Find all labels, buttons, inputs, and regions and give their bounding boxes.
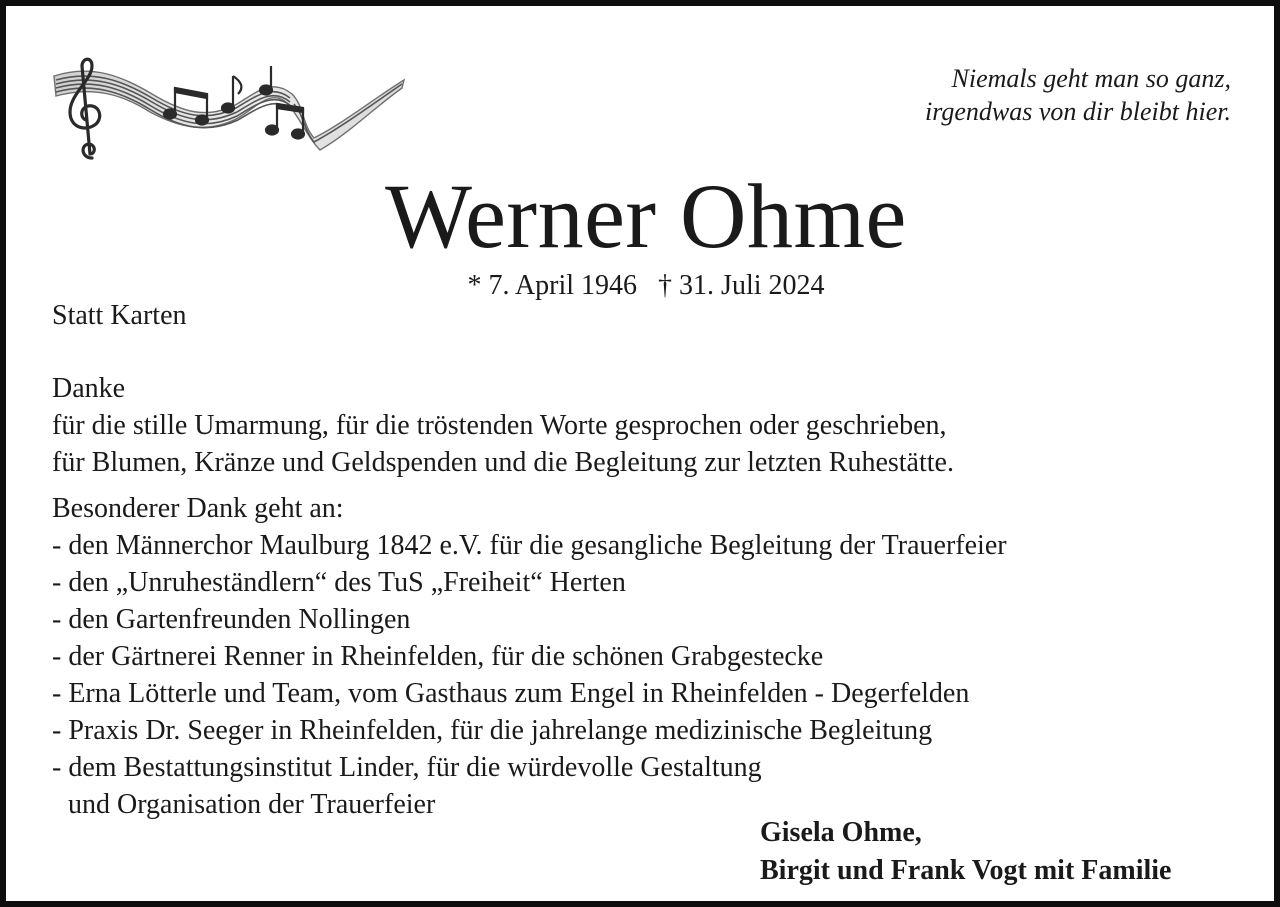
special-thanks-title: Besonderer Dank geht an: — [52, 493, 344, 524]
thanks-title: Danke — [52, 373, 126, 404]
special-thanks-item: - den Gartenfreunden Nollingen — [52, 604, 411, 635]
special-thanks-item: - den „Unruheständlern“ des TuS „Freiheit“ Herten — [52, 567, 626, 598]
motto-quote — [876, 62, 1231, 128]
special-thanks-item: - den Männerchor Maulburg 1842 e.V. für die gesangliche Begleitung der Trauerfeier — [52, 530, 1007, 561]
thanks-line: für die stille Umarmung, für die tröstenden Worte gesprochen oder geschrieben, — [52, 410, 947, 441]
motto-line-2: irgendwas von dir bleibt hier. — [925, 97, 1231, 126]
special-thanks-continuation: und Organisation der Trauerfeier — [68, 789, 436, 820]
music-notes-ribbon-icon — [52, 54, 406, 170]
special-thanks-item: - dem Bestattungsinstitut Linder, für die würdevolle Gestaltung — [52, 752, 762, 783]
special-thanks-item: - Praxis Dr. Seeger in Rheinfelden, für die jahrelange medizinische Begleitung — [52, 715, 933, 746]
signature-block — [760, 814, 1171, 890]
birth-date: * 7. April 1946 — [467, 270, 638, 301]
special-thanks-item: - der Gärtnerei Renner in Rheinfelden, für die schönen Grabgestecke — [52, 641, 824, 672]
thanks-text — [52, 370, 1232, 823]
statt-karten-label: Statt Karten — [52, 300, 187, 331]
signature-line-1: Gisela Ohme, — [760, 817, 922, 848]
thanks-line: für Blumen, Kränze und Geldspenden und die Begleitung zur letzten Ruhestätte. — [52, 447, 954, 478]
deceased-name: Werner Ohme — [385, 165, 907, 267]
death-date: † 31. Juli 2024 — [658, 270, 825, 301]
motto-line-1: Niemals geht man so ganz, — [951, 64, 1231, 93]
signature-line-2: Birgit und Frank Vogt mit Familie — [760, 855, 1172, 886]
life-dates — [6, 268, 1280, 304]
special-thanks-item: - Erna Lötterle und Team, vom Gasthaus zum Engel in Rheinfelden - Degerfelden — [52, 678, 970, 709]
